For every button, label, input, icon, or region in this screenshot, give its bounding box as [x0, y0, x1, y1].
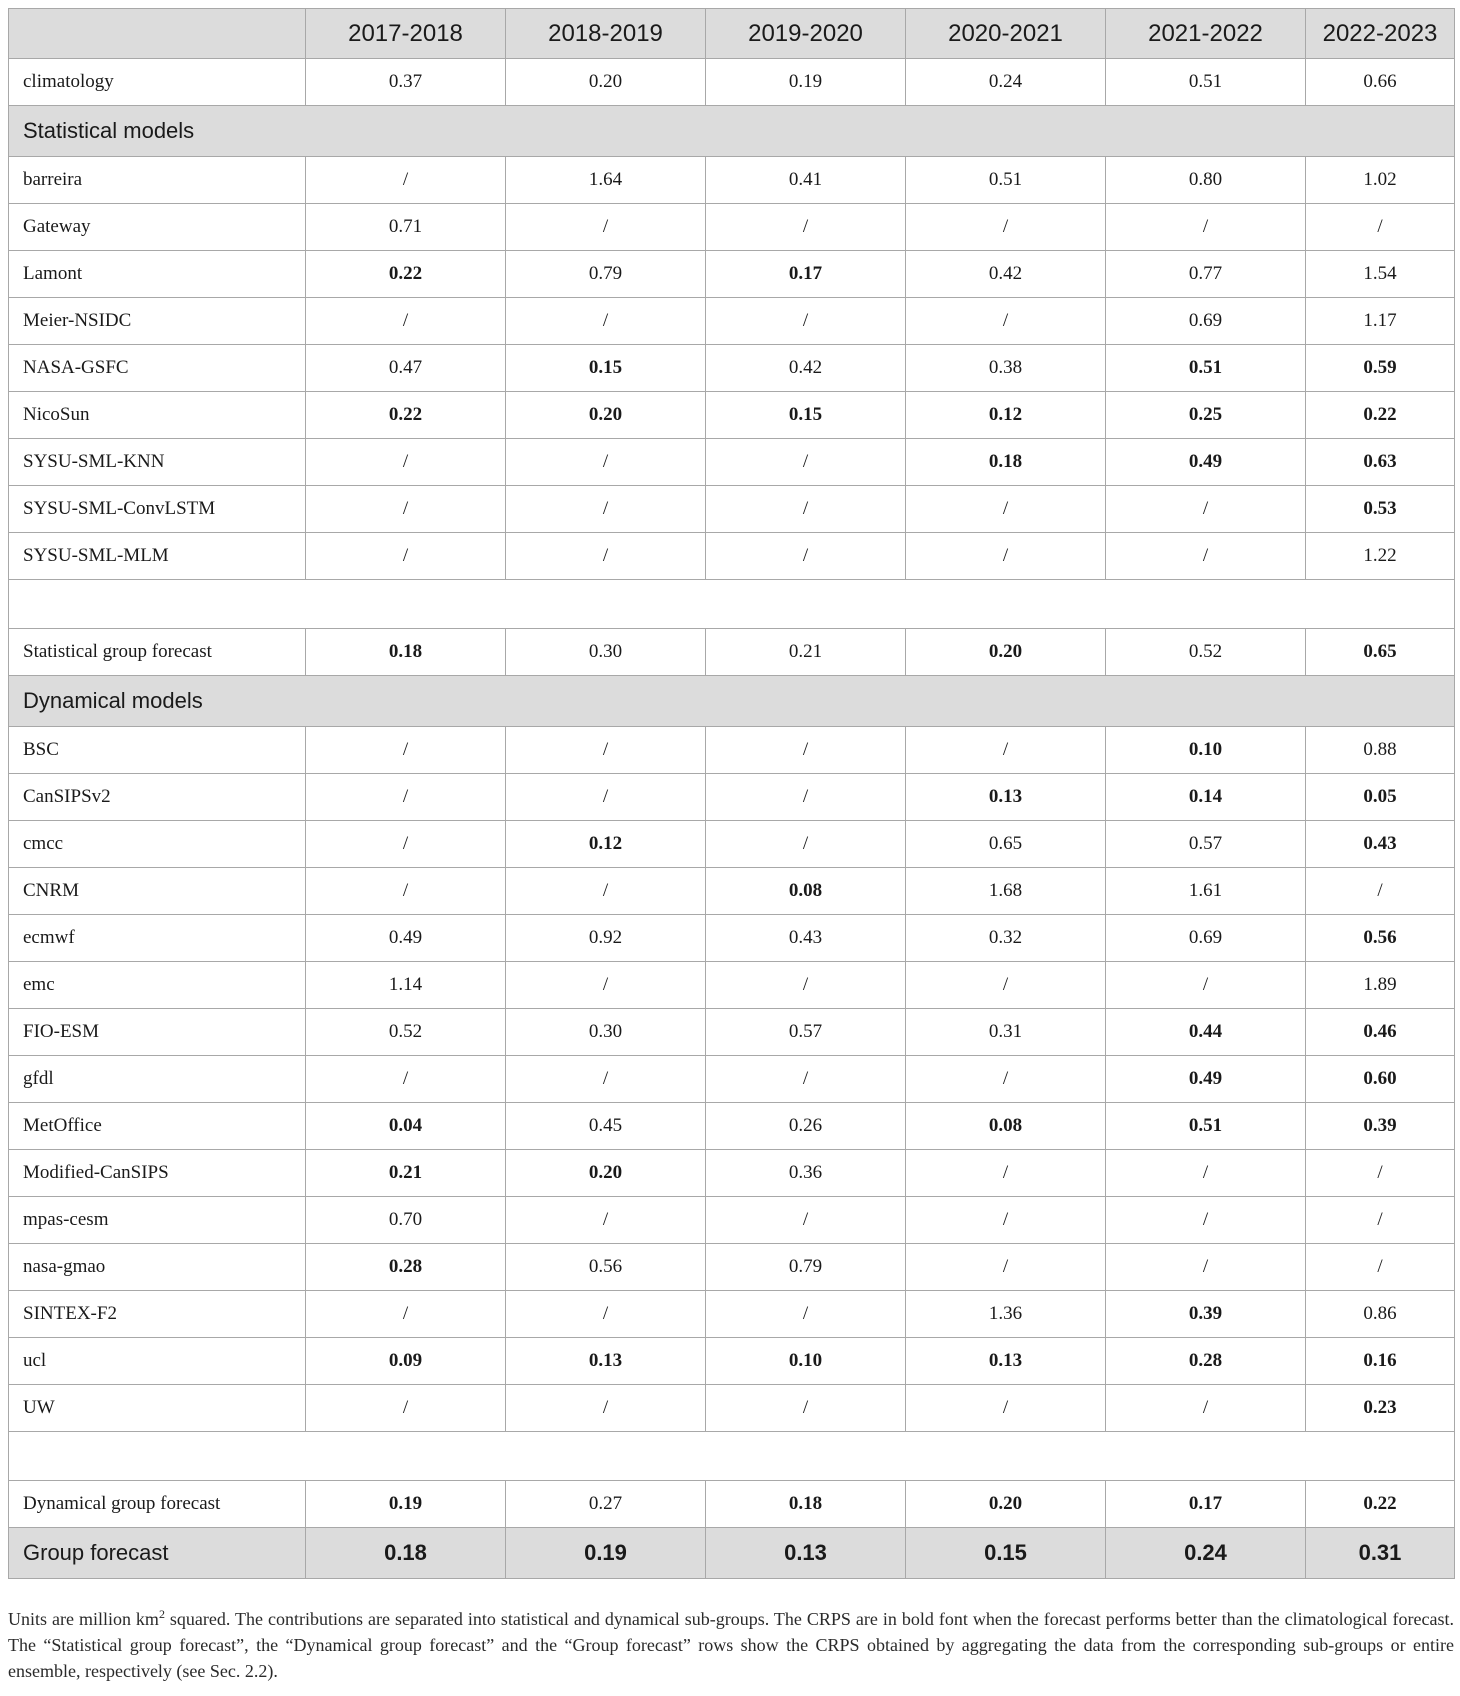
crps-value-cell: 0.18	[306, 629, 506, 676]
crps-value-cell: 0.23	[1306, 1385, 1455, 1432]
model-name-cell: BSC	[9, 727, 306, 774]
crps-value-cell: 0.42	[906, 251, 1106, 298]
crps-value-cell: /	[1306, 1197, 1455, 1244]
crps-value-cell: /	[906, 1150, 1106, 1197]
crps-value-cell: /	[1306, 1150, 1455, 1197]
crps-value-cell: 0.79	[506, 251, 706, 298]
table-row	[9, 486, 1455, 533]
crps-value-cell: /	[506, 533, 706, 580]
crps-value-cell: /	[506, 486, 706, 533]
crps-value-cell: 0.57	[1106, 821, 1306, 868]
crps-value-cell: 0.32	[906, 915, 1106, 962]
crps-value-cell: 0.12	[506, 821, 706, 868]
model-name-cell: gfdl	[9, 1056, 306, 1103]
table-row	[9, 157, 1455, 204]
crps-value-cell: 0.18	[306, 1528, 506, 1579]
crps-value-cell: /	[306, 1291, 506, 1338]
crps-value-cell: 1.14	[306, 962, 506, 1009]
model-name-cell: Meier-NSIDC	[9, 298, 306, 345]
crps-value-cell: 0.27	[506, 1481, 706, 1528]
crps-value-cell: 0.49	[1106, 439, 1306, 486]
crps-value-cell: 0.19	[706, 59, 906, 106]
crps-value-cell: 0.56	[506, 1244, 706, 1291]
crps-value-cell: /	[906, 486, 1106, 533]
crps-value-cell: 1.17	[1306, 298, 1455, 345]
crps-value-cell: /	[1106, 533, 1306, 580]
table-row	[9, 727, 1455, 774]
table-footnote	[8, 1606, 1454, 1684]
crps-value-cell: 0.57	[706, 1009, 906, 1056]
crps-value-cell: 0.16	[1306, 1338, 1455, 1385]
crps-value-cell: 0.41	[706, 157, 906, 204]
crps-value-cell: 1.61	[1106, 868, 1306, 915]
crps-value-cell: 0.51	[906, 157, 1106, 204]
crps-value-cell: 0.18	[906, 439, 1106, 486]
crps-value-cell: 0.05	[1306, 774, 1455, 821]
model-name-cell: SINTEX-F2	[9, 1291, 306, 1338]
crps-value-cell: 0.26	[706, 1103, 906, 1150]
section-title: Statistical models	[9, 106, 1455, 157]
crps-value-cell: /	[306, 486, 506, 533]
crps-value-cell: /	[506, 298, 706, 345]
crps-value-cell: 0.15	[906, 1528, 1106, 1579]
crps-value-cell: 0.19	[306, 1481, 506, 1528]
crps-value-cell: 0.49	[306, 915, 506, 962]
model-name-cell: Modified-CanSIPS	[9, 1150, 306, 1197]
table-row	[9, 298, 1455, 345]
crps-value-cell: /	[906, 204, 1106, 251]
crps-value-cell: 0.37	[306, 59, 506, 106]
model-name-cell: NicoSun	[9, 392, 306, 439]
crps-value-cell: 0.04	[306, 1103, 506, 1150]
crps-value-cell: 0.13	[906, 774, 1106, 821]
column-header: 2020-2021	[906, 9, 1106, 59]
crps-value-cell: 0.31	[906, 1009, 1106, 1056]
crps-value-cell: 0.80	[1106, 157, 1306, 204]
crps-value-cell: /	[306, 1056, 506, 1103]
crps-value-cell: 0.65	[906, 821, 1106, 868]
table-row	[9, 533, 1455, 580]
crps-value-cell: 0.49	[1106, 1056, 1306, 1103]
crps-value-cell: /	[1306, 1244, 1455, 1291]
crps-value-cell: 0.15	[506, 345, 706, 392]
crps-value-cell: 0.18	[706, 1481, 906, 1528]
model-name-cell: SYSU-SML-ConvLSTM	[9, 486, 306, 533]
table-row	[9, 821, 1455, 868]
crps-value-cell: 0.22	[306, 392, 506, 439]
crps-value-cell: /	[306, 821, 506, 868]
crps-value-cell: /	[506, 868, 706, 915]
statistical-group-row	[9, 629, 1455, 676]
crps-value-cell: 1.54	[1306, 251, 1455, 298]
crps-value-cell: /	[706, 774, 906, 821]
crps-value-cell: 0.20	[906, 629, 1106, 676]
crps-value-cell: /	[706, 204, 906, 251]
crps-value-cell: 1.64	[506, 157, 706, 204]
crps-value-cell: 0.69	[1106, 915, 1306, 962]
table-row	[9, 251, 1455, 298]
table-row	[9, 962, 1455, 1009]
crps-value-cell: 0.70	[306, 1197, 506, 1244]
crps-value-cell: 0.45	[506, 1103, 706, 1150]
crps-value-cell: 0.30	[506, 1009, 706, 1056]
crps-value-cell: 1.68	[906, 868, 1106, 915]
crps-value-cell: /	[306, 774, 506, 821]
crps-value-cell: /	[506, 1056, 706, 1103]
crps-value-cell: 0.20	[506, 59, 706, 106]
table-row	[9, 915, 1455, 962]
crps-value-cell: /	[706, 298, 906, 345]
crps-value-cell: /	[306, 868, 506, 915]
table-row	[9, 1291, 1455, 1338]
crps-value-cell: 0.47	[306, 345, 506, 392]
crps-value-cell: /	[306, 298, 506, 345]
crps-value-cell: /	[1306, 204, 1455, 251]
column-header: 2019-2020	[706, 9, 906, 59]
crps-value-cell: /	[506, 774, 706, 821]
model-name-cell: Group forecast	[9, 1528, 306, 1579]
crps-value-cell: 0.36	[706, 1150, 906, 1197]
crps-value-cell: 0.20	[506, 392, 706, 439]
crps-value-cell: /	[906, 1056, 1106, 1103]
crps-value-cell: 0.25	[1106, 392, 1306, 439]
crps-value-cell: 0.17	[706, 251, 906, 298]
model-name-cell: CNRM	[9, 868, 306, 915]
model-name-cell: ucl	[9, 1338, 306, 1385]
crps-value-cell: 0.51	[1106, 1103, 1306, 1150]
crps-value-cell: 0.52	[1106, 629, 1306, 676]
table-row	[9, 1338, 1455, 1385]
table-row	[9, 868, 1455, 915]
table-row	[9, 1103, 1455, 1150]
crps-value-cell: 1.22	[1306, 533, 1455, 580]
crps-value-cell: 0.46	[1306, 1009, 1455, 1056]
crps-value-cell: 0.09	[306, 1338, 506, 1385]
crps-value-cell: /	[1106, 1197, 1306, 1244]
crps-value-cell: 0.24	[1106, 1528, 1306, 1579]
crps-value-cell: 0.77	[1106, 251, 1306, 298]
crps-value-cell: 0.59	[1306, 345, 1455, 392]
crps-value-cell: /	[906, 727, 1106, 774]
crps-value-cell: /	[1106, 204, 1306, 251]
column-header: 2022-2023	[1306, 9, 1455, 59]
crps-value-cell: 0.52	[306, 1009, 506, 1056]
crps-value-cell: /	[1106, 486, 1306, 533]
table-row	[9, 439, 1455, 486]
model-name-cell: Gateway	[9, 204, 306, 251]
crps-value-cell: 0.22	[1306, 392, 1455, 439]
crps-value-cell: 0.24	[906, 59, 1106, 106]
model-name-cell: SYSU-SML-KNN	[9, 439, 306, 486]
crps-value-cell: /	[1106, 1150, 1306, 1197]
crps-value-cell: 0.42	[706, 345, 906, 392]
crps-value-cell: 1.02	[1306, 157, 1455, 204]
crps-value-cell: /	[1106, 962, 1306, 1009]
statistical-section-header	[9, 106, 1455, 157]
model-name-cell: CanSIPSv2	[9, 774, 306, 821]
crps-value-cell: 0.71	[306, 204, 506, 251]
climatology-row	[9, 59, 1455, 106]
crps-value-cell: /	[506, 439, 706, 486]
crps-value-cell: 0.08	[906, 1103, 1106, 1150]
crps-value-cell: /	[306, 439, 506, 486]
footnote-text-end: squared. The contributions are separated into statistical and dynamical sub-groups. The CRPS are in bold font when the forecast performs better than the climatological forecast. The “Statistical group forecast”, the “Dynamical group forecast” and the “Group forecast” rows show the CRPS obtained by aggregating the data from the corresponding sub-groups or entire ensemble, respectively (see Sec. 2.2).	[8, 1609, 1454, 1681]
crps-value-cell: /	[306, 1385, 506, 1432]
spacer-cell	[9, 1432, 1455, 1481]
crps-value-cell: 0.20	[906, 1481, 1106, 1528]
crps-value-cell: /	[706, 439, 906, 486]
crps-value-cell: /	[906, 1244, 1106, 1291]
crps-value-cell: 1.89	[1306, 962, 1455, 1009]
column-header: 2018-2019	[506, 9, 706, 59]
table-row	[9, 1150, 1455, 1197]
crps-value-cell: /	[506, 1385, 706, 1432]
crps-value-cell: /	[506, 204, 706, 251]
model-name-cell: MetOffice	[9, 1103, 306, 1150]
crps-value-cell: 0.22	[306, 251, 506, 298]
header-row	[9, 9, 1455, 59]
crps-value-cell: /	[506, 1197, 706, 1244]
column-header: 2021-2022	[1106, 9, 1306, 59]
crps-value-cell: 0.28	[1106, 1338, 1306, 1385]
crps-value-cell: /	[1106, 1385, 1306, 1432]
model-name-cell: mpas-cesm	[9, 1197, 306, 1244]
crps-value-cell: 0.22	[1306, 1481, 1455, 1528]
dynamical-group-row	[9, 1481, 1455, 1528]
crps-value-cell: 0.38	[906, 345, 1106, 392]
crps-value-cell: 0.43	[1306, 821, 1455, 868]
crps-value-cell: 0.60	[1306, 1056, 1455, 1103]
crps-value-cell: 0.10	[706, 1338, 906, 1385]
crps-value-cell: /	[906, 298, 1106, 345]
crps-value-cell: 0.08	[706, 868, 906, 915]
crps-value-cell: 0.20	[506, 1150, 706, 1197]
model-name-cell: Dynamical group forecast	[9, 1481, 306, 1528]
crps-value-cell: /	[706, 533, 906, 580]
crps-value-cell: /	[706, 727, 906, 774]
crps-value-cell: 0.44	[1106, 1009, 1306, 1056]
crps-table	[8, 8, 1455, 1579]
footnote-text-start: Units are million km	[8, 1609, 159, 1629]
crps-value-cell: 0.51	[1106, 59, 1306, 106]
crps-value-cell: 0.15	[706, 392, 906, 439]
model-name-cell: climatology	[9, 59, 306, 106]
crps-value-cell: 0.63	[1306, 439, 1455, 486]
crps-value-cell: 0.39	[1106, 1291, 1306, 1338]
model-name-cell: cmcc	[9, 821, 306, 868]
footnote-superscript: 2	[158, 1607, 165, 1621]
crps-value-cell: /	[706, 486, 906, 533]
table-row	[9, 204, 1455, 251]
table-row	[9, 345, 1455, 392]
crps-value-cell: 0.31	[1306, 1528, 1455, 1579]
crps-value-cell: 0.79	[706, 1244, 906, 1291]
model-name-cell: Statistical group forecast	[9, 629, 306, 676]
crps-value-cell: 0.13	[706, 1528, 906, 1579]
crps-value-cell: /	[506, 962, 706, 1009]
table-row	[9, 1244, 1455, 1291]
crps-value-cell: 0.69	[1106, 298, 1306, 345]
model-name-cell: UW	[9, 1385, 306, 1432]
crps-value-cell: /	[306, 727, 506, 774]
crps-value-cell: 0.28	[306, 1244, 506, 1291]
crps-value-cell: 0.86	[1306, 1291, 1455, 1338]
dynamical-section-header	[9, 676, 1455, 727]
model-name-cell: barreira	[9, 157, 306, 204]
crps-value-cell: 0.51	[1106, 345, 1306, 392]
crps-value-cell: 0.39	[1306, 1103, 1455, 1150]
crps-value-cell: 0.53	[1306, 486, 1455, 533]
crps-value-cell: /	[706, 1056, 906, 1103]
model-name-cell: emc	[9, 962, 306, 1009]
crps-value-cell: /	[1106, 1244, 1306, 1291]
crps-value-cell: /	[306, 533, 506, 580]
table-row	[9, 1009, 1455, 1056]
crps-value-cell: 0.17	[1106, 1481, 1306, 1528]
crps-value-cell: /	[706, 962, 906, 1009]
table-row	[9, 392, 1455, 439]
model-name-cell: SYSU-SML-MLM	[9, 533, 306, 580]
crps-value-cell: 0.56	[1306, 915, 1455, 962]
crps-value-cell: /	[906, 533, 1106, 580]
crps-value-cell: 0.65	[1306, 629, 1455, 676]
crps-value-cell: 1.36	[906, 1291, 1106, 1338]
spacer-cell	[9, 580, 1455, 629]
model-name-cell: nasa-gmao	[9, 1244, 306, 1291]
spacer-row	[9, 580, 1455, 629]
crps-value-cell: /	[706, 1291, 906, 1338]
crps-value-cell: 0.14	[1106, 774, 1306, 821]
spacer-row	[9, 1432, 1455, 1481]
table-row	[9, 1056, 1455, 1103]
crps-value-cell: 0.92	[506, 915, 706, 962]
crps-value-cell: 0.13	[906, 1338, 1106, 1385]
crps-value-cell: 0.21	[706, 629, 906, 676]
crps-value-cell: 0.66	[1306, 59, 1455, 106]
section-title: Dynamical models	[9, 676, 1455, 727]
model-name-cell: NASA-GSFC	[9, 345, 306, 392]
crps-value-cell: /	[506, 1291, 706, 1338]
group-forecast-row	[9, 1528, 1455, 1579]
crps-value-cell: /	[706, 1385, 906, 1432]
table-row	[9, 774, 1455, 821]
crps-value-cell: 0.10	[1106, 727, 1306, 774]
table-row	[9, 1197, 1455, 1244]
crps-value-cell: /	[1306, 868, 1455, 915]
crps-value-cell: 0.12	[906, 392, 1106, 439]
crps-value-cell: 0.21	[306, 1150, 506, 1197]
crps-value-cell: /	[706, 821, 906, 868]
crps-value-cell: /	[306, 157, 506, 204]
crps-value-cell: 0.13	[506, 1338, 706, 1385]
crps-value-cell: /	[906, 962, 1106, 1009]
crps-value-cell: /	[706, 1197, 906, 1244]
column-header	[9, 9, 306, 59]
crps-value-cell: /	[906, 1385, 1106, 1432]
model-name-cell: ecmwf	[9, 915, 306, 962]
crps-value-cell: 0.30	[506, 629, 706, 676]
column-header: 2017-2018	[306, 9, 506, 59]
model-name-cell: FIO-ESM	[9, 1009, 306, 1056]
crps-value-cell: /	[506, 727, 706, 774]
table-row	[9, 1385, 1455, 1432]
crps-value-cell: 0.43	[706, 915, 906, 962]
crps-value-cell: 0.19	[506, 1528, 706, 1579]
crps-value-cell: /	[906, 1197, 1106, 1244]
model-name-cell: Lamont	[9, 251, 306, 298]
crps-value-cell: 0.88	[1306, 727, 1455, 774]
